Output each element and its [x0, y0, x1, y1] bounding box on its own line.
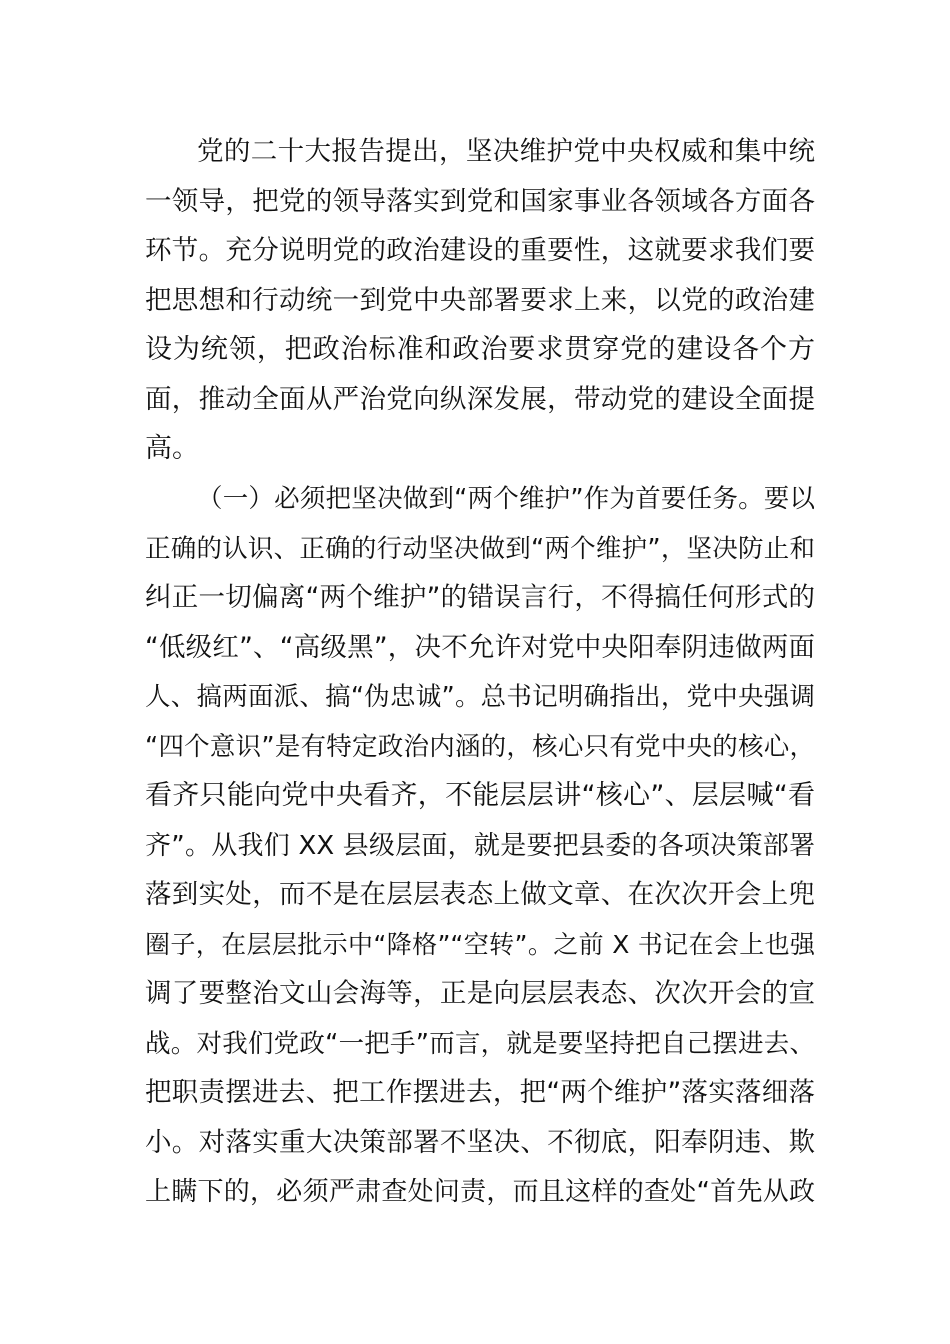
text-line: 一领导，把党的领导落实到党和国家事业各领域各方面各	[145, 186, 815, 217]
text-line: 把职责摆进去、把工作摆进去，把“两个维护”落实落细落	[145, 1077, 815, 1108]
text-line: 高。	[145, 433, 199, 464]
text-line: 战。对我们党政“一把手”而言，就是要坚持把自己摆进去、	[145, 1029, 815, 1059]
text-line: 面，推动全面从严治党向纵深发展，带动党的建设全面提	[145, 384, 815, 415]
text-line: 圈子，在层层批示中“降格”“空转”。之前 X 书记在会上也强	[145, 930, 815, 959]
text-line: 齐”。从我们 XX 县级层面，就是要把县委的各项决策部署	[145, 831, 815, 861]
text-line: 上瞒下的，必须严肃查处问责，而且这样的查处“首先从政	[145, 1177, 815, 1207]
text-line: “四个意识”是有特定政治内涵的，核心只有党中央的核心，	[145, 732, 815, 762]
text-line: 纠正一切偏离“两个维护”的错误言行，不得搞任何形式的	[145, 582, 815, 613]
text-line: 把思想和行动统一到党中央部署要求上来，以党的政治建	[145, 285, 815, 316]
text-line: 设为统领，把政治标准和政治要求贯穿党的建设各个方	[145, 334, 815, 365]
text-line: 党的二十大报告提出，坚决维护党中央权威和集中统	[197, 136, 815, 167]
text-line: 环节。充分说明党的政治建设的重要性，这就要求我们要	[145, 235, 815, 266]
text-line: 看齐只能向党中央看齐，不能层层讲“核心”、层层喊“看	[145, 780, 815, 811]
text-line: 小。对落实重大决策部署不坚决、不彻底，阳奉阴违、欺	[145, 1127, 815, 1158]
text-line: 人、搞两面派、搞“伪忠诚”。总书记明确指出，党中央强调	[145, 682, 815, 712]
text-line: 落到实处，而不是在层层表态上做文章、在次次开会上兜	[145, 879, 815, 910]
text-line: “低级红”、“高级黑”，决不允许对党中央阳奉阴违做两面	[145, 632, 815, 663]
text-line: （一）必须把坚决做到“两个维护”作为首要任务。要以	[197, 484, 815, 514]
text-line: 正确的认识、正确的行动坚决做到“两个维护”，坚决防止和	[145, 534, 815, 564]
text-line: 调了要整治文山会海等，正是向层层表态、次次开会的宣	[145, 978, 815, 1009]
